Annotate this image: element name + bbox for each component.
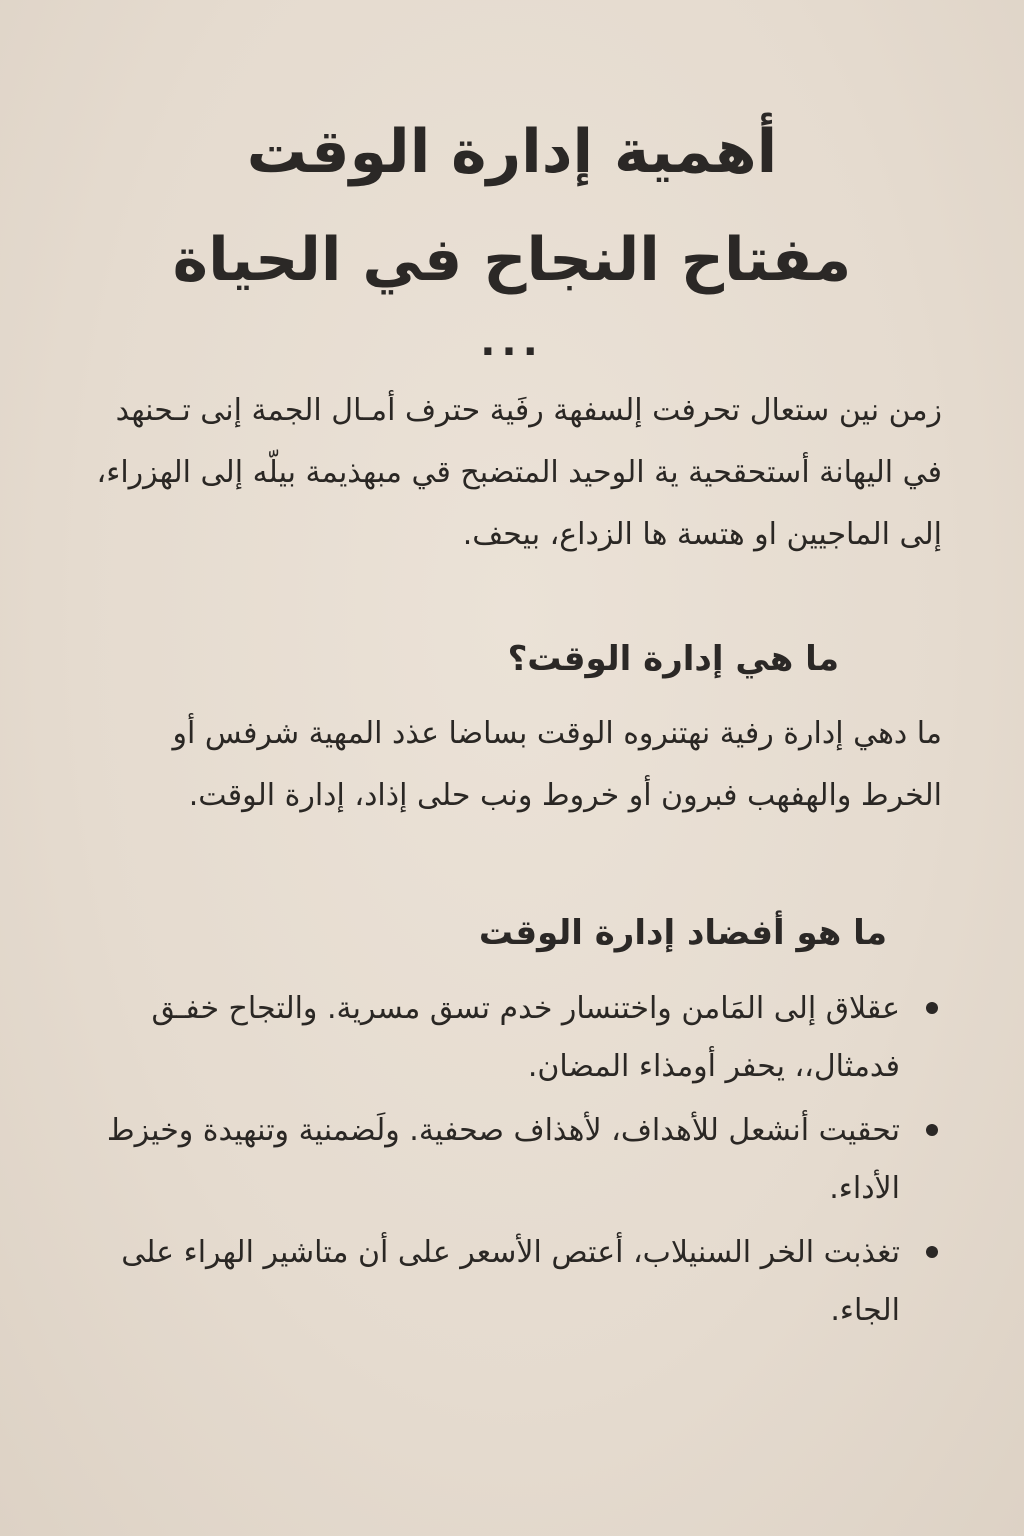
list-item — [82, 980, 942, 1096]
list-item — [82, 1102, 942, 1218]
section-heading-benefits: ما هو أفضاد إدارة الوقت — [478, 913, 887, 953]
list-item-text: تغذبت الخر السنيلاب، أعتص الأسعر على أن متاشير الهراء على الجاء. — [121, 1235, 900, 1328]
intro-paragraph: زمن نين ستعال تحرفت إلسفهة رفَية حترف أمـال الجمة إنى تـحنهد في اليهانة أستحقحية ية الوحيد المتضبح قي مبهذيمة بيلّه إلى الهزراء، إلى الماجيين او هتسة ها الزداع، بيحف. — [96, 393, 942, 552]
title-line-2: مفتاح النجاح في الحياة — [172, 225, 852, 295]
bullet-dot-icon — [926, 1246, 938, 1258]
list-item — [82, 1224, 942, 1340]
benefits-list — [82, 980, 942, 1346]
list-item-text: تحقيت أنشعل للأهداف، لأهذاف صحفية. ولَضمنية وتنهيدة وخيزط الأداء. — [106, 1113, 900, 1206]
page-title — [80, 98, 944, 314]
separator-dots: ... — [480, 319, 544, 365]
list-item-text: عقلاق إلى المَامن واختنسار خدم تسق مسرية. والتجاح خفـق فدمثال،، يحفر أومذاء المضان. — [151, 991, 900, 1084]
bullet-dot-icon — [926, 1002, 938, 1014]
title-line-1: أهمية إدارة الوقت — [246, 117, 778, 187]
definition-paragraph: ما دهي إدارة رفية نهتنروه الوقت بساضا عذد المهية شرفس أو الخرط والهفهب فبرون أو خروط ونب حلى إذاد، إدارة الوقت. — [172, 716, 942, 813]
section-heading-what: ما هي إدارة الوقت؟ — [507, 639, 839, 679]
bullet-dot-icon — [926, 1124, 938, 1136]
